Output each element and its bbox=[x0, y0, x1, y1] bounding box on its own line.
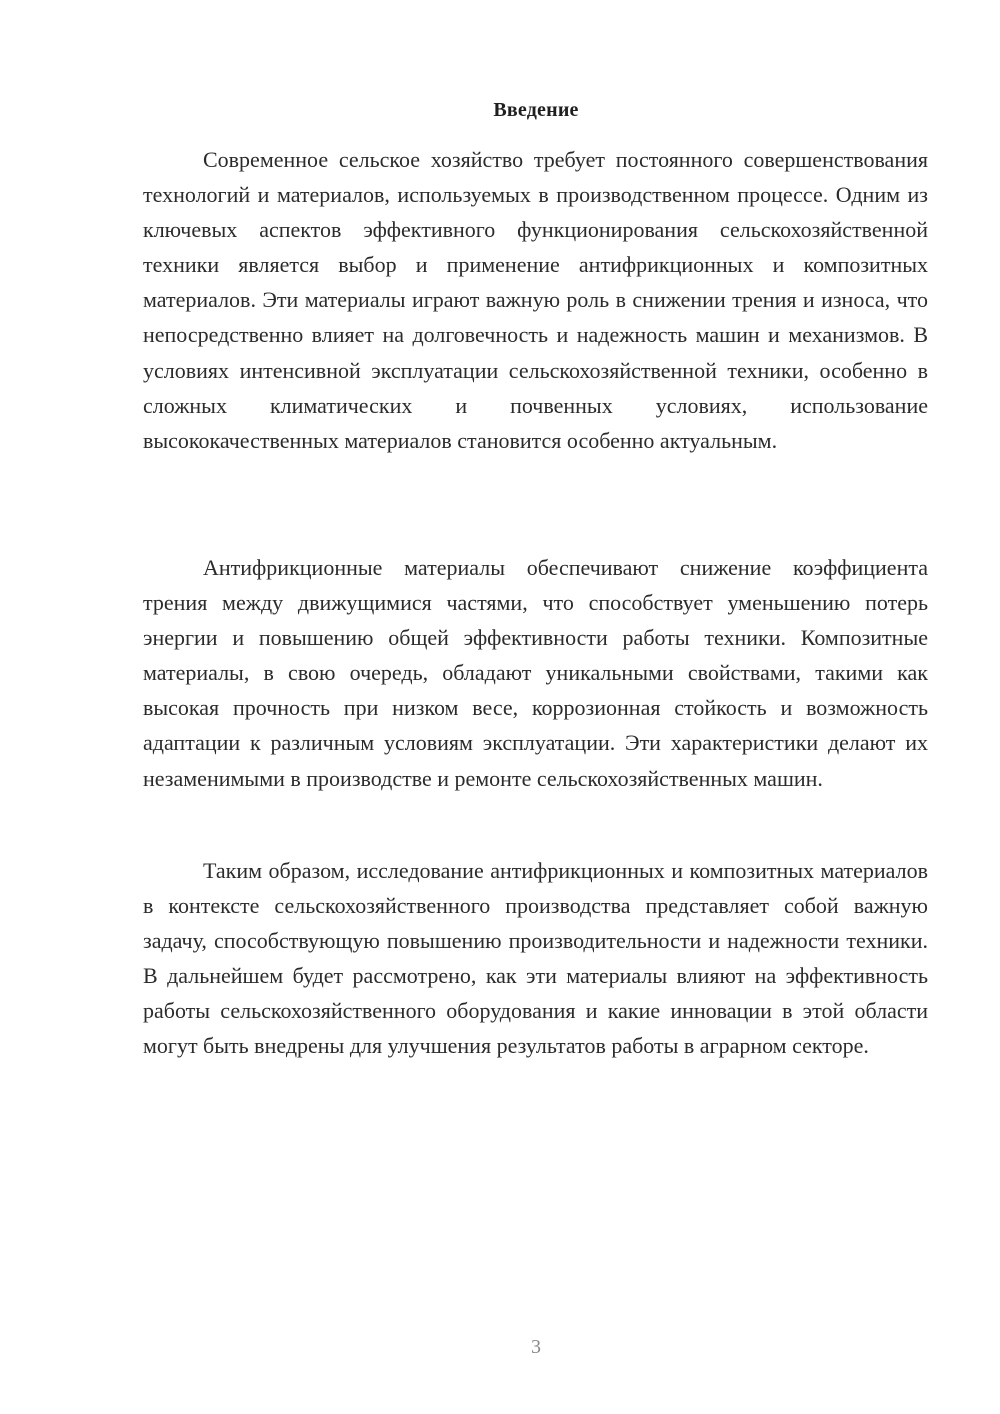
paragraph-intro: Современное сельское хозяйство требует постоянного совершенствования технологий и материалов, используемых в производственном процессе. Одним из ключевых аспектов эффективного функционирования сельскохозяйственной техники является выбор и применение антифрикционных и композитных материалов. Эти материалы играют важную роль в снижении трения и износа, что непосредственно влияет на долговечность и надежность машин и механизмов. В условиях интенсивной эксплуатации сельскохозяйственной техники, особенно в сложных климатических и почвенных условиях, использование высококачественных материалов становится особенно актуальным. bbox=[143, 147, 928, 453]
section-heading: Введение bbox=[493, 99, 579, 121]
paragraph-antifriction: Антифрикционные материалы обеспечивают снижение коэффициента трения между движущимися частями, что способствует уменьшению потерь энергии и повышению общей эффективности работы техники. Композитные материалы, в свою очередь, обладают уникальными свойствами, такими как высокая прочность при низком весе, коррозионная стойкость и возможность адаптации к различным условиям эксплуатации. Эти характеристики делают их незаменимыми в производстве и ремонте сельскохозяйственных машин. bbox=[143, 555, 928, 791]
paragraph-conclusion: Таким образом, исследование антифрикционных и композитных материалов в контексте сельскохозяйственного производства представляет собой важную задачу, способствующую повышению производительности и надежности техники. В дальнейшем будет рассмотрено, как эти материалы влияют на эффективность работы сельскохозяйственного оборудования и какие инновации в этой области могут быть внедрены для улучшения результатов работы в аграрном секторе. bbox=[143, 858, 928, 1059]
page-number: 3 bbox=[531, 1336, 541, 1358]
